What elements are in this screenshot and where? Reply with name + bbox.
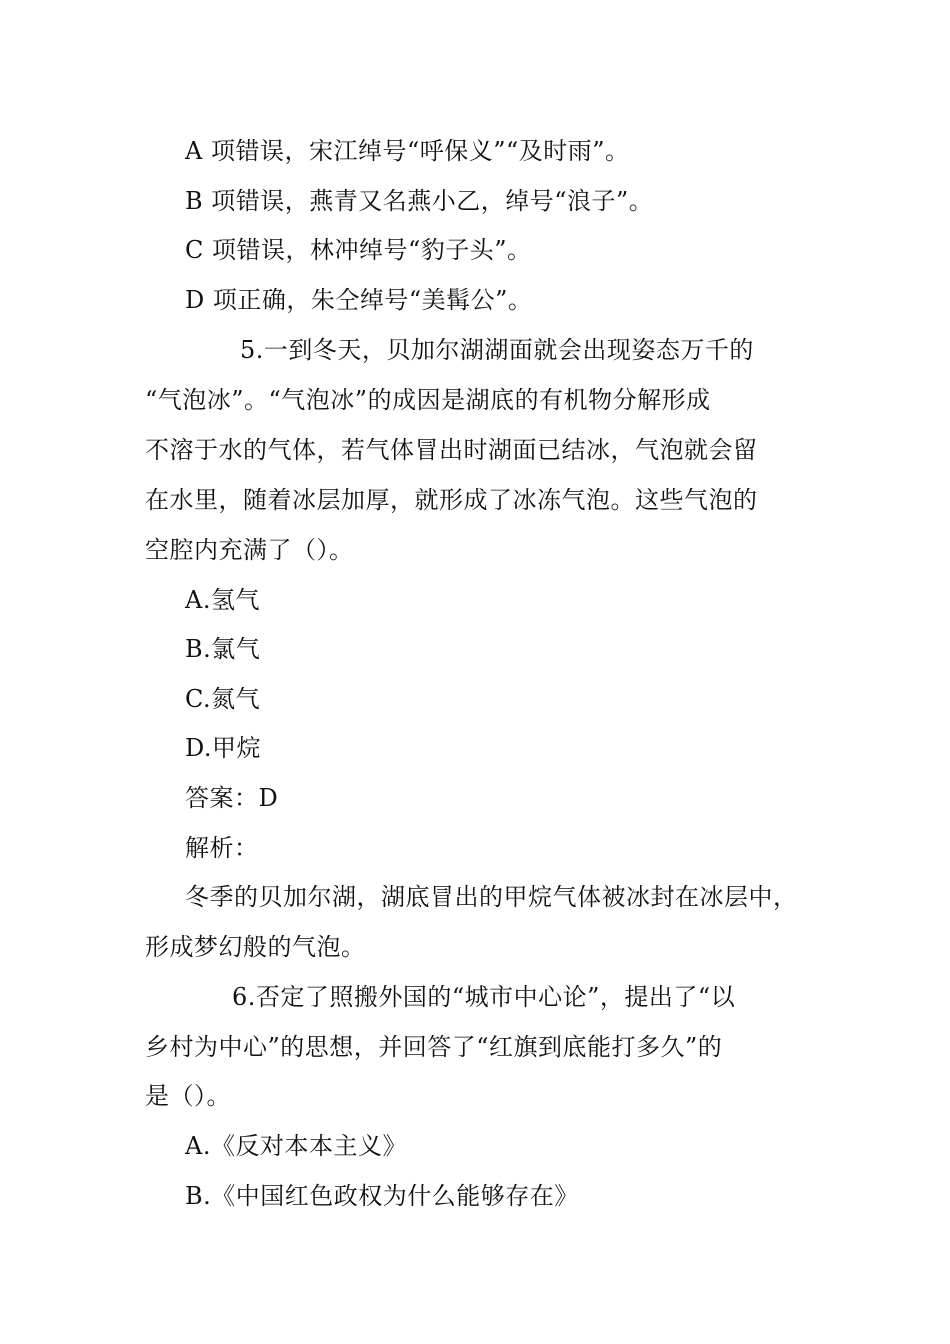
q5-stem-line-3: 不溶于水的气体，若气体冒出时湖面已结冰，气泡就会留 xyxy=(145,436,758,464)
q5-option-a: A.氢气 xyxy=(185,586,260,614)
q5-stem-line-4: 在水里，随着冰层加厚，就形成了冰冻气泡。这些气泡的 xyxy=(145,486,758,514)
q5-option-d: D.甲烷 xyxy=(185,734,262,762)
q5-option-c: C.氮气 xyxy=(185,685,261,713)
explanation-b: B 项错误，燕青又名燕小乙，绰号“浪子”。 xyxy=(185,187,654,215)
q6-stem-line-1: 6.否定了照搬外国的“城市中心论”，提出了“以 xyxy=(232,983,736,1011)
explanation-d: D 项正确，朱仝绰号“美髯公”。 xyxy=(185,286,533,314)
q6-stem-line-2: 乡村为中心”的思想，并回答了“红旗到底能打多久”的 xyxy=(145,1033,723,1061)
q5-analysis-label: 解析： xyxy=(185,834,259,862)
q6-option-a: A.《反对本本主义》 xyxy=(185,1132,407,1160)
q6-stem-line-3: 是（）。 xyxy=(145,1082,231,1110)
q5-stem-line-2: “气泡冰”。“气泡冰”的成因是湖底的有机物分解形成 xyxy=(145,386,711,414)
q5-answer: 答案：D xyxy=(185,784,279,812)
explanation-a: A 项错误，宋江绰号“呼保义”“及时雨”。 xyxy=(185,137,630,165)
q5-stem-line-1: 5.一到冬天，贝加尔湖湖面就会出现姿态万千的 xyxy=(240,336,754,364)
q5-stem-line-5: 空腔内充满了（）。 xyxy=(145,536,354,564)
q5-analysis-line-2: 形成梦幻般的气泡。 xyxy=(145,933,366,961)
explanation-c: C 项错误，林冲绰号“豹子头”。 xyxy=(185,236,532,264)
q5-analysis-line-1: 冬季的贝加尔湖，湖底冒出的甲烷气体被冰封在冰层中， xyxy=(185,883,798,911)
q5-option-b: B.氯气 xyxy=(185,635,261,663)
q6-option-b: B.《中国红色政权为什么能够存在》 xyxy=(185,1182,579,1210)
